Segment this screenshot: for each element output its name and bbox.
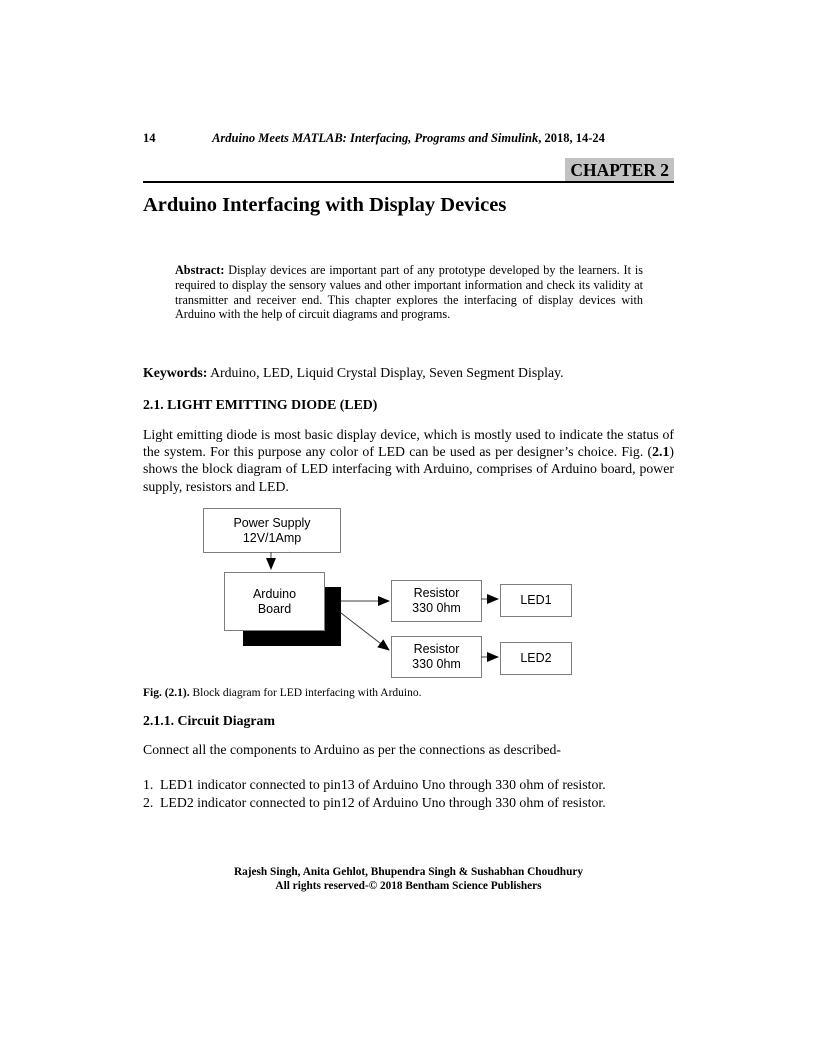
resistor1-label-line2: 330 0hm bbox=[412, 601, 461, 615]
section-heading-led: 2.1. LIGHT EMITTING DIODE (LED) bbox=[143, 397, 378, 412]
arduino-label-line2: Board bbox=[257, 601, 292, 616]
keywords bbox=[143, 365, 674, 381]
led2-box bbox=[500, 642, 572, 675]
footer-authors: Rajesh Singh, Anita Gehlot, Bhupendra Singh & Sushabhan Choudhury bbox=[233, 866, 584, 878]
abstract bbox=[175, 263, 643, 322]
running-title-pages: , 2018, 14-24 bbox=[538, 131, 605, 145]
led-para-figref: 2.1 bbox=[652, 444, 670, 460]
circuit-intro-paragraph: Connect all the components to Arduino as per the connections as described- bbox=[143, 742, 562, 757]
arrow-arduino-to-resistor2 bbox=[341, 613, 389, 650]
block-diagram bbox=[140, 505, 680, 685]
led2-label: LED2 bbox=[520, 651, 552, 665]
list-item-2-text: LED2 indicator connected to pin12 of Arduino Uno through 330 ohm of resistor. bbox=[160, 794, 606, 810]
abstract-text: Display devices are important part of any prototype developed by the learners. It is required to display the sensory values and other important information and check its validity at transmitter and receiver end. This chapter explores the interfacing of display devices with Arduino with the help of circuit diagrams and programs. bbox=[175, 263, 643, 322]
resistor2-box bbox=[391, 636, 482, 678]
section-heading-circuit: 2.1.1. Circuit Diagram bbox=[143, 713, 275, 728]
connection-list bbox=[143, 776, 674, 811]
figure-caption-label: Fig. (2.1). bbox=[143, 687, 190, 699]
section-led-paragraph bbox=[143, 426, 674, 495]
arduino-label-line1: Arduino bbox=[252, 586, 297, 601]
chapter-banner-row bbox=[143, 158, 674, 182]
power-supply-label-line2: 12V/1Amp bbox=[242, 530, 302, 545]
header-rule bbox=[143, 181, 674, 183]
list-item-1-text: LED1 indicator connected to pin13 of Arduino Uno through 330 ohm of resistor. bbox=[160, 777, 606, 792]
chapter-banner: CHAPTER 2 bbox=[565, 158, 674, 182]
led1-label: LED1 bbox=[520, 593, 552, 607]
led1-box bbox=[500, 584, 572, 617]
led-para-after: ) shows the block diagram of LED interfacing with Arduino, comprises of Arduino board, power supply, resistors and LED. bbox=[143, 444, 674, 494]
running-header bbox=[143, 131, 674, 146]
abstract-label: Abstract: bbox=[175, 263, 225, 277]
list-item-2-number: 2. bbox=[143, 794, 154, 810]
page-title: Arduino Interfacing with Display Devices bbox=[143, 194, 507, 216]
figure-caption-text: Block diagram for LED interfacing with Arduino. bbox=[189, 687, 422, 699]
power-supply-label-line1: Power Supply bbox=[233, 515, 311, 530]
page-footer bbox=[143, 866, 674, 893]
keywords-text: Arduino, LED, Liquid Crystal Display, Seven Segment Display. bbox=[207, 365, 564, 380]
led-para-before: Light emitting diode is most basic display device, which is mostly used to indicate the status of the system. For this purpose any color of LED can be used as per designer’s choice. Fig. ( bbox=[143, 427, 674, 460]
resistor2-label-line2: 330 0hm bbox=[412, 657, 461, 671]
power-supply-box bbox=[203, 508, 341, 553]
resistor1-box bbox=[391, 580, 482, 622]
page-number: 14 bbox=[143, 131, 156, 145]
resistor2-label-line1: Resistor bbox=[413, 642, 460, 656]
footer-rights: All rights reserved-© 2018 Bentham Science Publishers bbox=[275, 879, 542, 892]
running-title-book: Arduino Meets MATLAB: Interfacing, Programs and Simulink bbox=[212, 131, 539, 145]
keywords-label: Keywords: bbox=[143, 365, 208, 380]
resistor1-label-line1: Resistor bbox=[413, 586, 460, 600]
list-item-1 bbox=[143, 776, 674, 794]
list-item-1-number: 1. bbox=[143, 777, 154, 792]
running-title bbox=[143, 131, 674, 146]
figure-caption bbox=[143, 687, 674, 699]
list-item-2 bbox=[143, 794, 674, 812]
arduino-board-box bbox=[224, 572, 325, 631]
